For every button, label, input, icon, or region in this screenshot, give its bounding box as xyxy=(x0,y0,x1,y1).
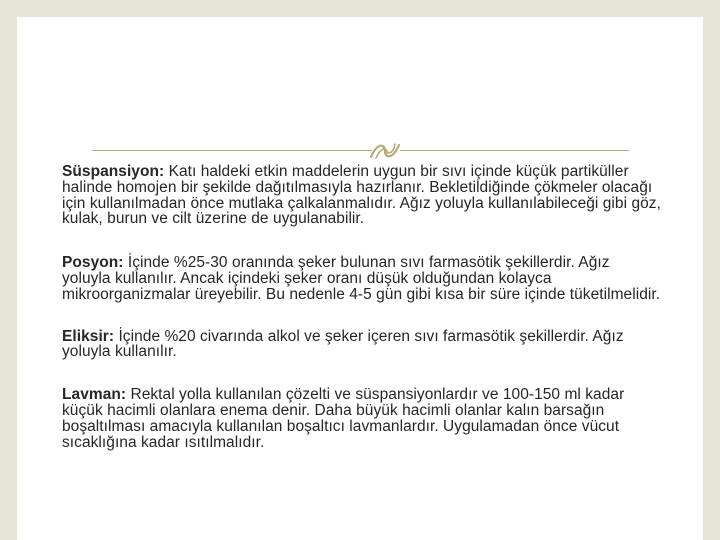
term: Lavman: xyxy=(62,386,127,404)
divider-right xyxy=(400,150,629,151)
slide-body xyxy=(62,164,662,450)
paragraph-posyon xyxy=(62,255,662,302)
term: Posyon: xyxy=(62,254,124,272)
definition: İçinde %25-30 oranında şeker bulunan sıvı farmasötik şekillerdir. Ağız yoluyla kullanılır. Ancak içindeki şeker oranı düşük olduğundan kolayca mikroorganizmalar üreyebilir. Bu nedenle 4-5 gün gibi kısa bir süre içinde tüketilmelidir. xyxy=(62,254,661,303)
paragraph-lavman xyxy=(62,387,662,450)
slide xyxy=(17,17,703,540)
scroll-ornament-icon xyxy=(367,141,403,161)
divider-left xyxy=(92,150,372,151)
definition: İçinde %20 civarında alkol ve şeker içeren sıvı farmasötik şekillerdir. Ağız yoluyla kullanılır. xyxy=(62,327,624,361)
term: Eliksir: xyxy=(62,327,115,345)
paragraph-eliksir xyxy=(62,329,662,361)
term: Süspansiyon: xyxy=(62,163,165,180)
paragraph-suspansiyon xyxy=(62,164,662,227)
definition: Rektal yolla kullanılan çözelti ve süspansiyonlardır ve 100-150 ml kadar küçük hacimli olanlara enema denir. Daha büyük hacimli olanlar kalın barsağın boşaltılması amacıyla kullanılan boşaltıcı lavmanlardır. Uygulamadan önce vücut sıcaklığına kadar ısıtılmalıdır. xyxy=(62,386,625,451)
definition: Katı haldeki etkin maddelerin uygun bir sıvı içinde küçük partiküller halinde homojen bir şekilde dağıtılmasıyla hazırlanır. Bekletildiğinde çökmeler olacağı için kullanılmadan önce mutlaka çalkalanmalıdır. Ağız yoluyla kullanılabileceği gibi göz, kulak, burun ve cilt üzerine de uygulanabilir. xyxy=(62,163,661,228)
